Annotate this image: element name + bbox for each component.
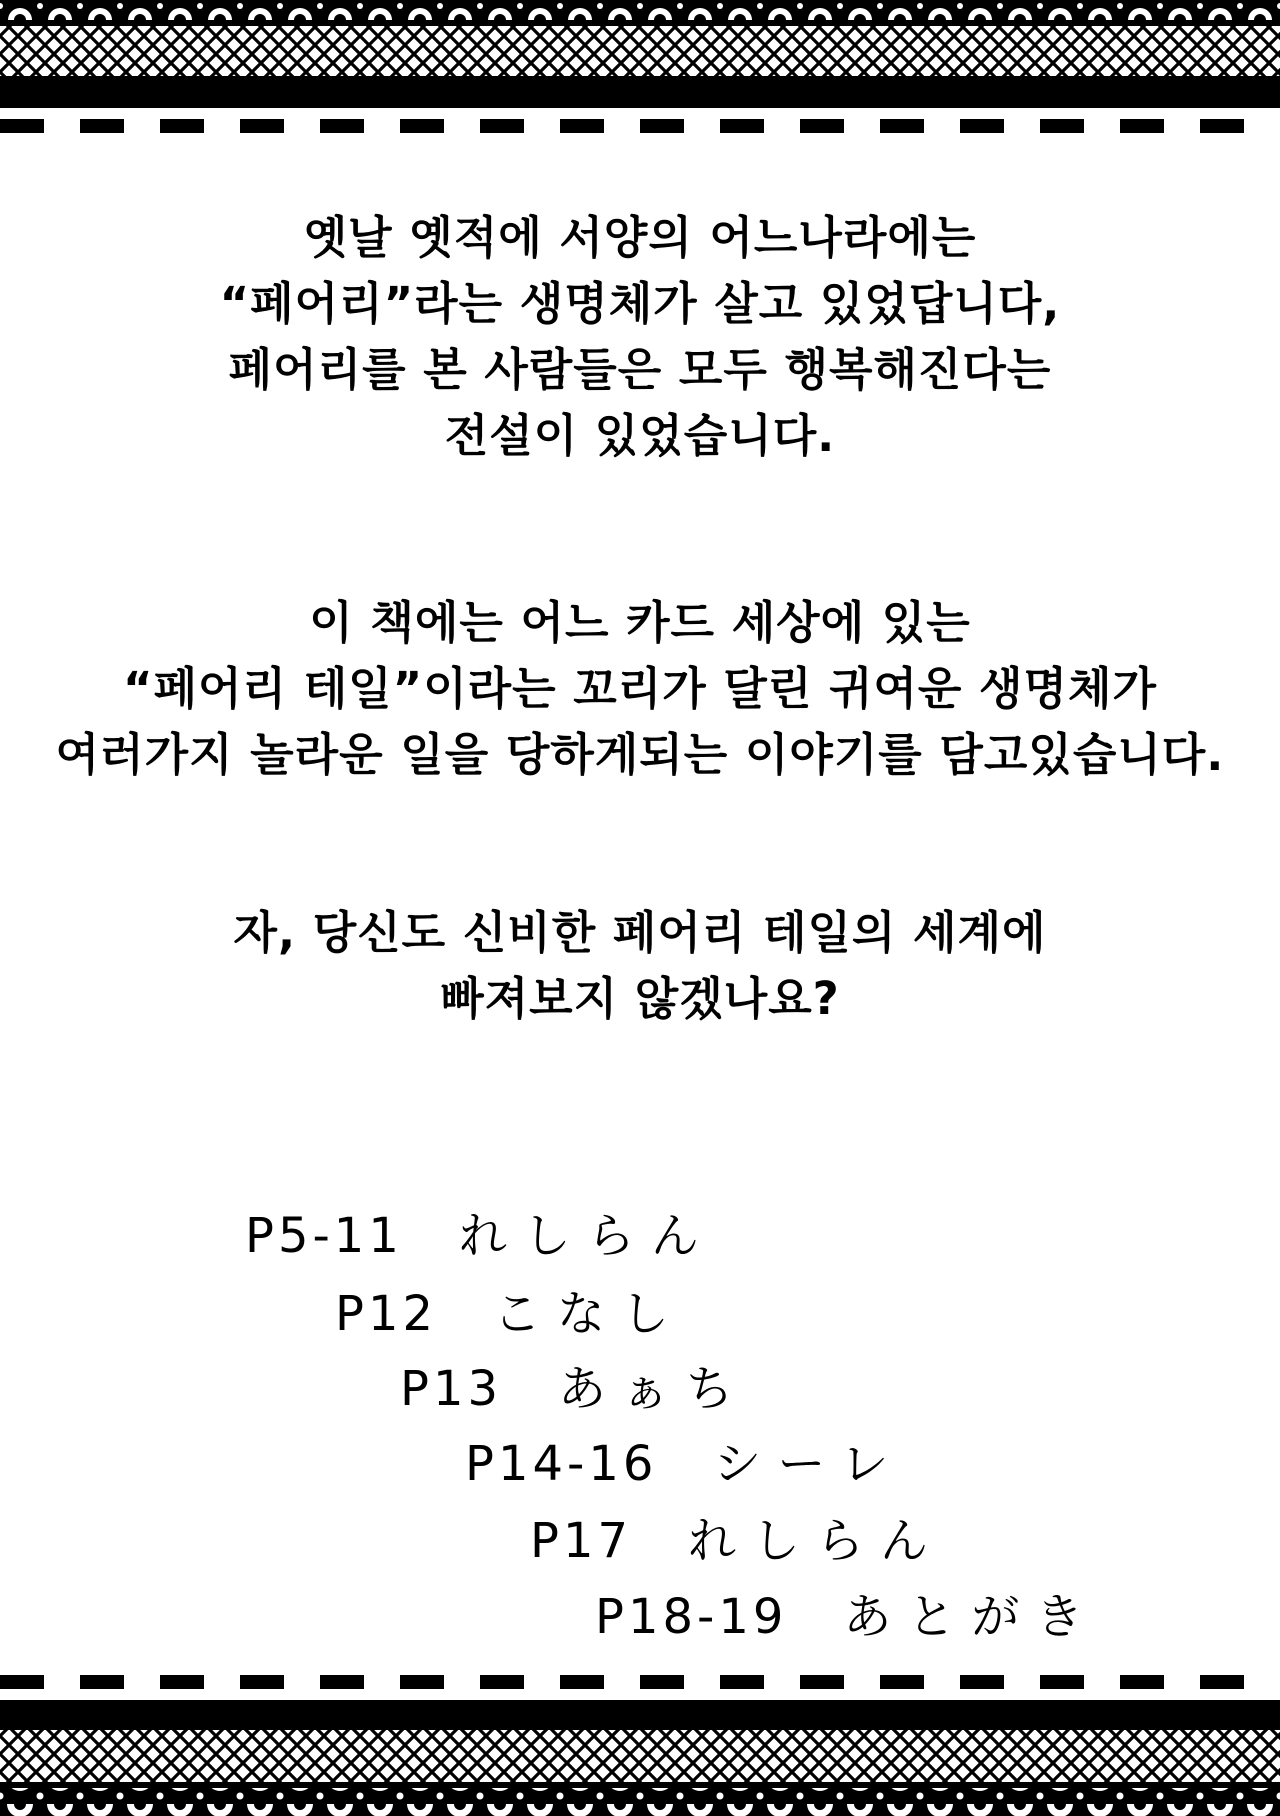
toc-author: あぁち: [558, 1361, 750, 1417]
bottom-lace-border: [0, 1700, 1280, 1816]
toc-page-range: P17: [530, 1513, 633, 1569]
intro-line: 자, 당신도 신비한 페어리 테일의 세계에: [233, 906, 1047, 959]
toc-entry: [245, 1197, 715, 1266]
intro-line: 이 책에는 어느 카드 세상에 있는: [309, 596, 971, 649]
toc-page-range: P14-16: [465, 1436, 658, 1492]
intro-paragraph-2: [0, 590, 1280, 788]
toc-author: れしらん: [688, 1513, 945, 1569]
toc-page-range: P12: [335, 1286, 438, 1342]
toc-entry: [335, 1275, 685, 1344]
toc-author: こなし: [493, 1286, 686, 1342]
toc-entry: [465, 1425, 904, 1494]
top-dashed-separator: [0, 119, 1280, 133]
toc-page-range: P18-19: [595, 1589, 788, 1645]
toc-entry: [400, 1350, 750, 1419]
toc-entry: [595, 1578, 1099, 1647]
intro-line: “페어리 테일”이라는 꼬리가 달린 귀여운 생명체가: [123, 662, 1157, 715]
toc-author: シーレ: [713, 1436, 905, 1492]
intro-paragraph-1: [0, 205, 1280, 469]
intro-line: 빠져보지 않겠나요?: [440, 972, 840, 1025]
intro-line: 옛날 옛적에 서양의 어느나라에는: [303, 211, 977, 264]
intro-line: “페어리”라는 생명체가 살고 있었답니다,: [219, 277, 1061, 330]
toc-author: れしらん: [458, 1208, 715, 1264]
intro-line: 페어리를 본 사람들은 모두 행복해진다는: [228, 343, 1052, 396]
top-lace-border: [0, 0, 1280, 108]
toc-author: あとがき: [843, 1589, 1100, 1645]
bottom-dashed-separator: [0, 1675, 1280, 1689]
toc-entry: [530, 1502, 944, 1571]
intro-paragraph-3: [0, 900, 1280, 1032]
intro-line: 전설이 있었습니다.: [444, 409, 836, 462]
toc-page-range: P13: [400, 1361, 503, 1417]
intro-line: 여러가지 놀라운 일을 당하게되는 이야기를 담고있습니다.: [55, 728, 1225, 781]
toc-page-range: P5-11: [245, 1208, 403, 1264]
